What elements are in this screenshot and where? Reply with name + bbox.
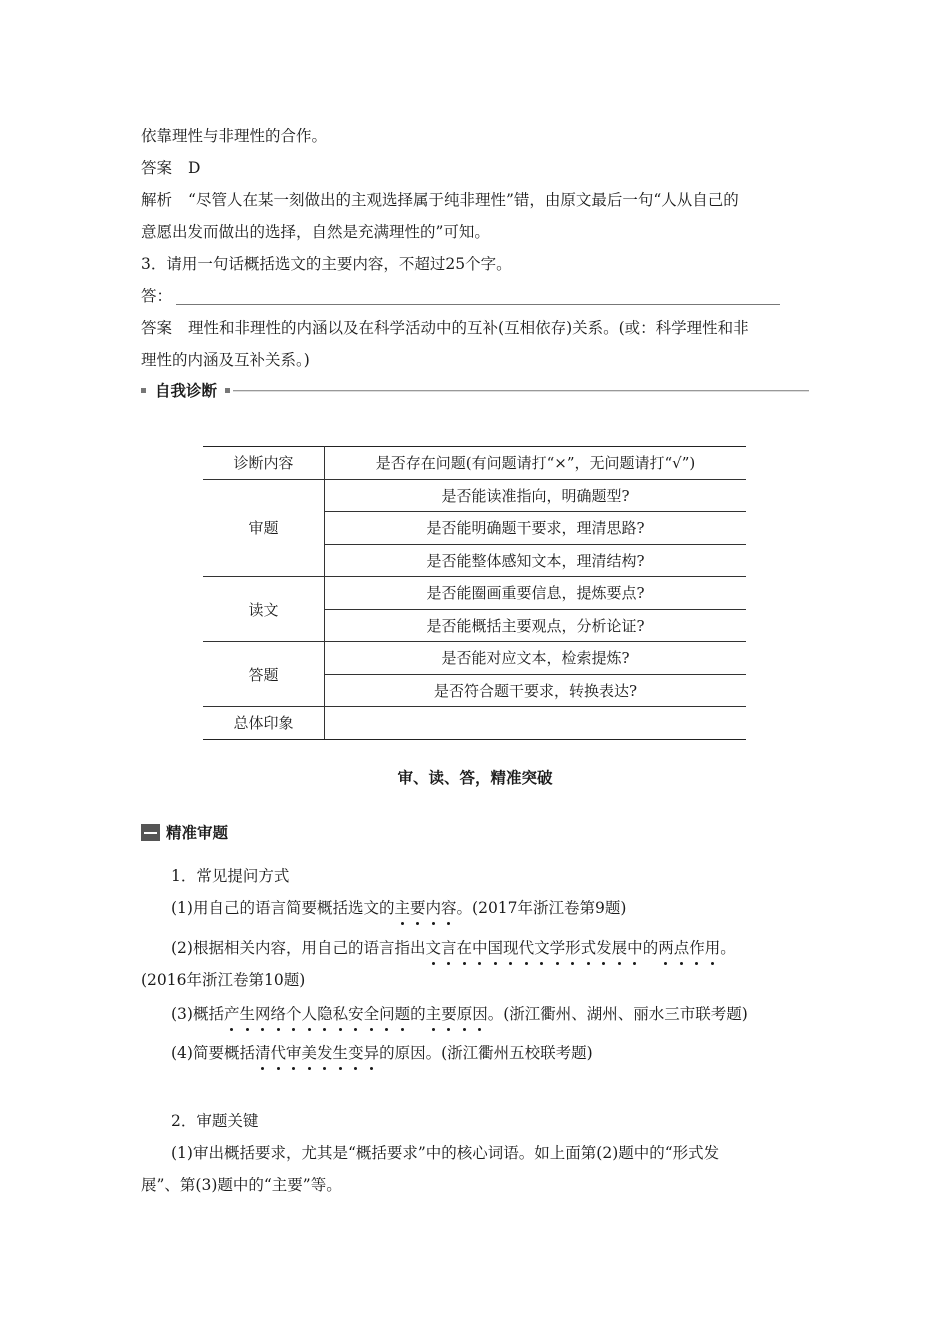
part2-heading: 2．审题关键 bbox=[171, 1112, 259, 1130]
table-cell: 是否能圈画重要信息，提炼要点? bbox=[325, 577, 747, 610]
table-cell: 是否能概括主要观点，分析论证? bbox=[325, 609, 747, 642]
example-text: (3)概括 bbox=[171, 1005, 224, 1023]
table-header-row bbox=[203, 447, 746, 480]
example-text: (2)根据相关内容，用自己的语言指出 bbox=[171, 939, 426, 957]
analysis-label: 解析 bbox=[141, 191, 173, 209]
example-3 bbox=[171, 1003, 748, 1025]
analysis-text: “尽管人在某一刻做出的主观选择属于纯非理性”错，由原文最后一句“人从自己的 bbox=[188, 191, 739, 209]
answer-value: D bbox=[188, 159, 201, 177]
question-3: 3．请用一句话概括选文的主要内容，不超过25个字。 bbox=[141, 255, 512, 273]
table-cell: 是否符合题干要求，转换表达? bbox=[325, 674, 747, 707]
table-cell: 是否能整体感知文本，理清结构? bbox=[325, 544, 747, 577]
example-text: 的 bbox=[642, 939, 659, 957]
answer-row bbox=[141, 157, 200, 179]
answer-blank-line[interactable] bbox=[176, 289, 780, 305]
table-header-cell: 是否存在问题(有问题请打“×”，无问题请打“√”) bbox=[325, 447, 747, 480]
table-cell: 是否能明确题干要求，理清思路? bbox=[325, 512, 747, 545]
q3-answer-continued: 理性的内涵及互补关系。) bbox=[141, 351, 310, 369]
square-bullet-icon bbox=[141, 388, 146, 393]
section-rule bbox=[233, 390, 809, 392]
answer-label: 答案 bbox=[141, 159, 173, 177]
example-text: 的原因。(浙江衢州五校联考题) bbox=[379, 1044, 593, 1062]
text-line: 依靠理性与非理性的合作。 bbox=[141, 127, 328, 145]
analysis-continued: 意愿出发而做出的选择，自然是充满理性的”可知。 bbox=[141, 223, 490, 241]
part2-line: 展”、第(3)题中的“主要”等。 bbox=[141, 1176, 342, 1194]
self-diagnosis-header bbox=[141, 381, 809, 401]
section-number-badge bbox=[141, 824, 160, 841]
emphasis-text: 产生网络个人隐私安全问题 bbox=[223, 1005, 411, 1023]
example-2-source: (2016年浙江卷第10题) bbox=[141, 971, 306, 989]
table-row bbox=[203, 577, 746, 610]
example-text: 的 bbox=[410, 1005, 426, 1023]
table-footer-row bbox=[203, 707, 746, 740]
diagnosis-table bbox=[203, 446, 746, 740]
q3-answer-row bbox=[141, 317, 749, 339]
part1-heading: 1．常见提问方式 bbox=[171, 867, 290, 885]
example-text: (1)用自己的语言简要概括选文的 bbox=[171, 899, 395, 917]
table-row bbox=[203, 479, 746, 512]
table-cell: 是否能读准指向，明确题型? bbox=[325, 479, 747, 512]
example-text: 。 bbox=[720, 939, 736, 957]
table-footer-label: 总体印象 bbox=[203, 707, 325, 740]
table-cell: 是否能对应文本，检索提炼? bbox=[325, 642, 747, 675]
example-2 bbox=[171, 937, 736, 959]
table-header-cell: 诊断内容 bbox=[203, 447, 325, 480]
example-1 bbox=[171, 897, 626, 919]
impression-cell[interactable] bbox=[325, 707, 747, 740]
part2-line: (1)审出概括要求，尤其是“概括要求”中的核心词语。如上面第(2)题中的“形式发 bbox=[171, 1144, 720, 1162]
example-text: 。(浙江衢州、湖州、丽水三市联考题) bbox=[487, 1005, 748, 1023]
q3-answer-label: 答案 bbox=[141, 319, 173, 337]
answer-prefix: 答： bbox=[141, 287, 173, 305]
emphasis-text: 主要内容 bbox=[394, 899, 457, 917]
group-label: 读文 bbox=[203, 577, 325, 642]
emphasis-text: 主要原因 bbox=[425, 1005, 488, 1023]
section-one-title: 精准审题 bbox=[166, 824, 229, 842]
example-text: (4)简要概括 bbox=[171, 1044, 255, 1062]
example-text: 。(2017年浙江卷第9题) bbox=[456, 899, 627, 917]
example-4 bbox=[171, 1042, 593, 1064]
group-label: 答题 bbox=[203, 642, 325, 707]
answer-blank-row bbox=[141, 285, 780, 307]
center-title: 审、读、答，精准突破 bbox=[397, 769, 553, 787]
table-row bbox=[203, 642, 746, 675]
emphasis-text: 清代审美发生变异 bbox=[254, 1044, 380, 1062]
emphasis-text: 两点作用 bbox=[658, 939, 721, 957]
group-label: 审题 bbox=[203, 479, 325, 577]
section-title: 自我诊断 bbox=[155, 382, 218, 400]
analysis-row bbox=[141, 189, 739, 211]
q3-answer-text: 理性和非理性的内涵以及在科学活动中的互补(互相依存)关系。(或：科学理性和非 bbox=[188, 319, 749, 337]
square-bullet-icon bbox=[225, 388, 230, 393]
emphasis-text: 文言在中国现代文学形式发展中 bbox=[425, 939, 643, 957]
